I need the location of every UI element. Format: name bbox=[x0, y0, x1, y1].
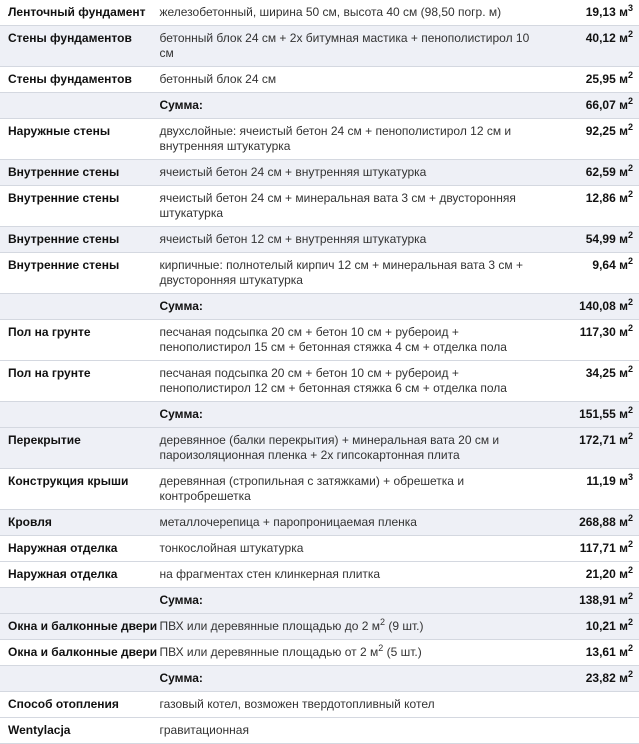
quantity-number: 12,86 м bbox=[585, 191, 628, 205]
quantity-number: 10,21 м bbox=[585, 619, 628, 633]
quantity-value bbox=[536, 692, 639, 718]
sum-label: Сумма: bbox=[154, 402, 535, 428]
quantity-number: 151,55 м bbox=[579, 407, 628, 421]
unit-exponent: 3 bbox=[627, 3, 633, 13]
element-name: Пол на грунте bbox=[0, 320, 154, 361]
quantity-number: 54,99 м bbox=[585, 232, 628, 246]
unit-exponent: 2 bbox=[627, 405, 633, 415]
quantity-number: 23,82 м bbox=[585, 671, 628, 685]
quantity-number: 34,25 м bbox=[585, 366, 628, 380]
element-name: Внутренние стены bbox=[0, 227, 154, 253]
quantity-number: 140,08 м bbox=[579, 299, 628, 313]
element-name: Wentylacja bbox=[0, 718, 154, 744]
quantity-value bbox=[536, 469, 639, 510]
element-description: песчаная подсыпка 20 см + бетон 10 см + рубероид + пенополистирол 15 см + бетонная стяжка 4 см + отделка пола bbox=[154, 320, 535, 361]
table-row bbox=[0, 562, 639, 588]
element-description: ячеистый бетон 12 см + внутренняя штукатурка bbox=[154, 227, 535, 253]
table-row bbox=[0, 428, 639, 469]
quantity-number: 62,59 м bbox=[585, 165, 628, 179]
sum-label: Сумма: bbox=[154, 588, 535, 614]
sum-value bbox=[536, 588, 639, 614]
empty-cell bbox=[0, 666, 154, 692]
unit-exponent: 2 bbox=[627, 297, 633, 307]
quantity-number: 66,07 м bbox=[585, 98, 628, 112]
quantity-number: 9,64 м bbox=[592, 258, 628, 272]
element-description: металлочерепица + паропроницаемая пленка bbox=[154, 510, 535, 536]
table-row bbox=[0, 536, 639, 562]
quantity-number: 138,91 м bbox=[579, 593, 628, 607]
unit-exponent: 2 bbox=[627, 323, 633, 333]
element-description: железобетонный, ширина 50 см, высота 40 см (98,50 погр. м) bbox=[154, 0, 535, 26]
element-description: кирпичные: полнотелый кирпич 12 см + минеральная вата 3 см + двусторонняя штукатурка bbox=[154, 253, 535, 294]
element-name: Пол на грунте bbox=[0, 361, 154, 402]
table-row bbox=[0, 227, 639, 253]
quantity-number: 40,12 м bbox=[585, 31, 628, 45]
quantity-number: 21,20 м bbox=[585, 567, 628, 581]
element-name: Перекрытие bbox=[0, 428, 154, 469]
table-row bbox=[0, 160, 639, 186]
unit-exponent: 3 bbox=[627, 472, 633, 482]
unit-exponent: 2 bbox=[627, 643, 633, 653]
element-name: Стены фундаментов bbox=[0, 67, 154, 93]
quantity-value bbox=[536, 562, 639, 588]
sum-value bbox=[536, 666, 639, 692]
sum-row bbox=[0, 588, 639, 614]
quantity-value bbox=[536, 361, 639, 402]
element-name: Окна и балконные двери bbox=[0, 640, 154, 666]
table-row bbox=[0, 186, 639, 227]
unit-exponent: 2 bbox=[627, 617, 633, 627]
quantity-value bbox=[536, 614, 639, 640]
unit-exponent: 2 bbox=[627, 539, 633, 549]
element-name: Внутренние стены bbox=[0, 186, 154, 227]
element-description: деревянная (стропильная с затяжками) + обрешетка и контробрешетка bbox=[154, 469, 535, 510]
element-name: Внутренние стены bbox=[0, 253, 154, 294]
element-name: Наружная отделка bbox=[0, 536, 154, 562]
empty-cell bbox=[0, 588, 154, 614]
empty-cell bbox=[0, 402, 154, 428]
element-description bbox=[154, 640, 535, 666]
unit-exponent: 2 bbox=[627, 29, 633, 39]
description-superscript: 2 bbox=[380, 617, 386, 627]
element-name: Ленточный фундамент bbox=[0, 0, 154, 26]
element-description: гравитационная bbox=[154, 718, 535, 744]
table-row bbox=[0, 26, 639, 67]
quantity-number: 19,13 м bbox=[585, 5, 628, 19]
table-row bbox=[0, 119, 639, 160]
table-row bbox=[0, 510, 639, 536]
unit-exponent: 2 bbox=[627, 364, 633, 374]
element-name: Конструкция крыши bbox=[0, 469, 154, 510]
sum-row bbox=[0, 294, 639, 320]
sum-value bbox=[536, 402, 639, 428]
sum-row bbox=[0, 666, 639, 692]
quantity-value bbox=[536, 320, 639, 361]
element-name: Наружные стены bbox=[0, 119, 154, 160]
unit-exponent: 2 bbox=[627, 163, 633, 173]
unit-exponent: 2 bbox=[627, 431, 633, 441]
quantity-value bbox=[536, 160, 639, 186]
unit-exponent: 2 bbox=[627, 122, 633, 132]
quantity-value bbox=[536, 67, 639, 93]
description-superscript: 2 bbox=[378, 643, 384, 653]
table-row bbox=[0, 718, 639, 744]
quantity-number: 13,61 м bbox=[585, 645, 628, 659]
table-row bbox=[0, 469, 639, 510]
element-description: ячеистый бетон 24 см + минеральная вата 3 см + двусторонняя штукатурка bbox=[154, 186, 535, 227]
quantity-value bbox=[536, 428, 639, 469]
element-name: Кровля bbox=[0, 510, 154, 536]
element-description: двухслойные: ячеистый бетон 24 см + пенополистирол 12 см и внутренняя штукатурка bbox=[154, 119, 535, 160]
table-row bbox=[0, 361, 639, 402]
element-name: Окна и балконные двери bbox=[0, 614, 154, 640]
table-row bbox=[0, 692, 639, 718]
sum-label: Сумма: bbox=[154, 294, 535, 320]
table-row bbox=[0, 67, 639, 93]
sum-row bbox=[0, 93, 639, 119]
element-description: деревянное (балки перекрытия) + минеральная вата 20 см и пароизоляционная пленка + 2х гипсокартонная плита bbox=[154, 428, 535, 469]
element-description: бетонный блок 24 см bbox=[154, 67, 535, 93]
quantity-value bbox=[536, 26, 639, 67]
quantity-number: 25,95 м bbox=[585, 72, 628, 86]
element-name: Внутренние стены bbox=[0, 160, 154, 186]
sum-label: Сумма: bbox=[154, 93, 535, 119]
unit-exponent: 2 bbox=[627, 256, 633, 266]
quantity-number: 11,19 м bbox=[586, 474, 628, 488]
sum-value bbox=[536, 294, 639, 320]
table-row bbox=[0, 0, 639, 26]
quantity-number: 117,71 м bbox=[579, 541, 628, 555]
element-description: тонкослойная штукатурка bbox=[154, 536, 535, 562]
table-row bbox=[0, 640, 639, 666]
sum-label: Сумма: bbox=[154, 666, 535, 692]
unit-exponent: 2 bbox=[627, 70, 633, 80]
table-row bbox=[0, 253, 639, 294]
empty-cell bbox=[0, 294, 154, 320]
element-description bbox=[154, 614, 535, 640]
quantity-value bbox=[536, 718, 639, 744]
description-text-suffix: (5 шт.) bbox=[383, 645, 422, 659]
unit-exponent: 2 bbox=[627, 189, 633, 199]
sum-value bbox=[536, 93, 639, 119]
quantity-value bbox=[536, 536, 639, 562]
unit-exponent: 2 bbox=[627, 96, 633, 106]
empty-cell bbox=[0, 93, 154, 119]
quantity-number: 268,88 м bbox=[579, 515, 628, 529]
unit-exponent: 2 bbox=[627, 565, 633, 575]
description-text: ПВХ или деревянные площадью до 2 м bbox=[159, 619, 381, 633]
quantity-value bbox=[536, 186, 639, 227]
element-name: Стены фундаментов bbox=[0, 26, 154, 67]
element-name: Наружная отделка bbox=[0, 562, 154, 588]
element-description: на фрагментах стен клинкерная плитка bbox=[154, 562, 535, 588]
quantity-value bbox=[536, 510, 639, 536]
element-description: песчаная подсыпка 20 см + бетон 10 см + рубероид + пенополистирол 12 см + бетонная стяжка 6 см + отделка пола bbox=[154, 361, 535, 402]
table-row bbox=[0, 614, 639, 640]
quantity-number: 92,25 м bbox=[585, 124, 628, 138]
quantity-value bbox=[536, 227, 639, 253]
quantity-value bbox=[536, 253, 639, 294]
element-name: Способ отопления bbox=[0, 692, 154, 718]
quantity-value bbox=[536, 119, 639, 160]
element-description: газовый котел, возможен твердотопливный котел bbox=[154, 692, 535, 718]
quantity-value bbox=[536, 640, 639, 666]
quantity-value bbox=[536, 0, 639, 26]
description-text-suffix: (9 шт.) bbox=[385, 619, 424, 633]
unit-exponent: 2 bbox=[627, 669, 633, 679]
unit-exponent: 2 bbox=[627, 230, 633, 240]
table-row bbox=[0, 320, 639, 361]
sum-row bbox=[0, 402, 639, 428]
unit-exponent: 2 bbox=[627, 513, 633, 523]
unit-exponent: 2 bbox=[627, 591, 633, 601]
quantity-number: 172,71 м bbox=[579, 433, 628, 447]
element-description: бетонный блок 24 см + 2х битумная мастика + пенополистирол 10 см bbox=[154, 26, 535, 67]
quantity-number: 117,30 м bbox=[579, 325, 628, 339]
element-description: ячеистый бетон 24 см + внутренняя штукатурка bbox=[154, 160, 535, 186]
description-text: ПВХ или деревянные площадью от 2 м bbox=[159, 645, 379, 659]
